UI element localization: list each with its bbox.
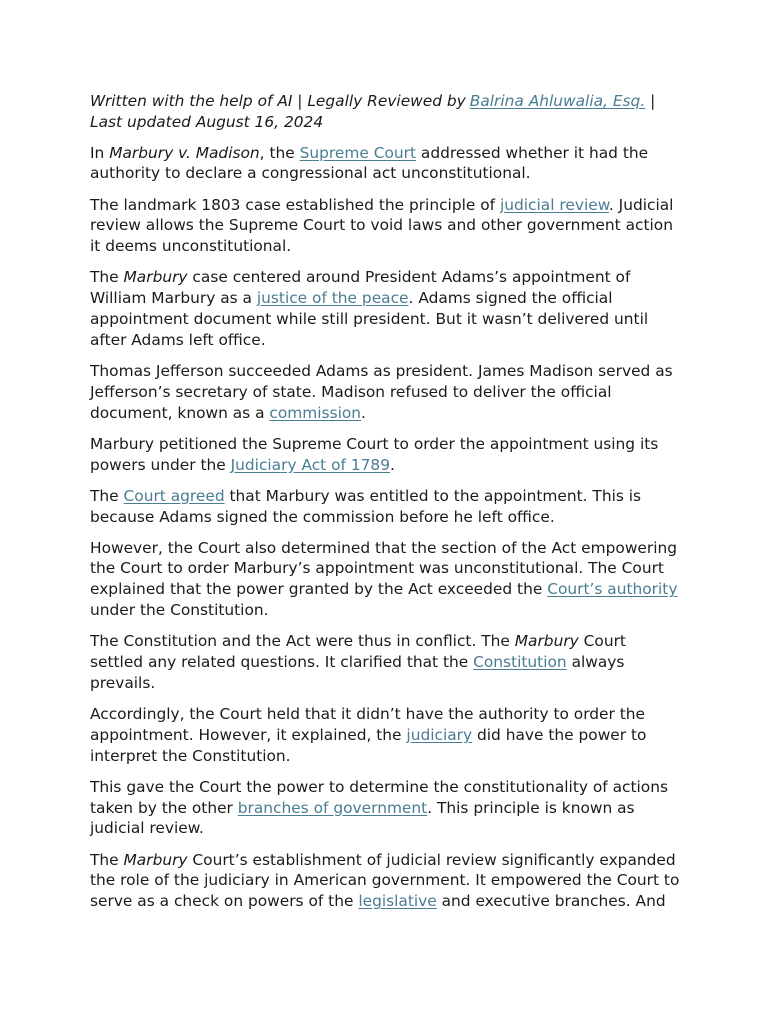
paragraph-11 bbox=[90, 850, 682, 912]
case-name: Marbury bbox=[514, 632, 579, 651]
text: that Marbury was entitled to the appointment. This is because Adams signed the commission before he left office. bbox=[90, 486, 642, 526]
judiciary-act-link[interactable]: Judiciary Act of 1789 bbox=[230, 455, 390, 474]
constitution-link[interactable]: Constitution bbox=[473, 653, 567, 672]
paragraph-3 bbox=[90, 267, 682, 350]
text: The landmark 1803 case established the principle of bbox=[90, 195, 500, 214]
paragraph-5 bbox=[90, 434, 682, 476]
text: The bbox=[90, 850, 124, 869]
last-updated: Last updated August 16, 2024 bbox=[90, 112, 324, 131]
text: In bbox=[90, 143, 110, 162]
text: Court’s establishment of judicial review significantly expanded the role of the judiciary in American government. It empowered the Court to serve as a check on powers of the bbox=[90, 850, 680, 911]
byline-prefix: Written with the help of AI | Legally Reviewed by bbox=[90, 92, 466, 110]
text: . Judicial review allows the Supreme Court to void laws and other government action it deems unconstitutional. bbox=[90, 195, 674, 256]
commission-link[interactable]: commission bbox=[269, 403, 362, 422]
text: . bbox=[390, 455, 395, 474]
paragraph-9 bbox=[90, 704, 682, 766]
text: This gave the Court the power to determine the constitutionality of actions taken by the other bbox=[90, 777, 668, 817]
text: did have the power to interpret the Constitution. bbox=[90, 725, 647, 765]
text: The bbox=[90, 486, 124, 505]
reviewer-link[interactable]: Balrina Ahluwalia, Esq. bbox=[469, 92, 646, 110]
paragraph-8 bbox=[90, 631, 682, 693]
paragraph-6 bbox=[90, 486, 682, 528]
text: Accordingly, the Court held that it didn’t have the authority to order the appointment. However, it explained, the bbox=[90, 705, 645, 744]
text: The Constitution and the Act were thus in conflict. The bbox=[90, 632, 515, 651]
justice-of-the-peace-link[interactable]: justice of the peace bbox=[256, 289, 409, 308]
text: addressed whether it had the authority to declare a congressional act unconstitutional. bbox=[90, 143, 649, 183]
paragraph-1 bbox=[90, 143, 682, 185]
judicial-review-link[interactable]: judicial review bbox=[499, 195, 609, 214]
text: . bbox=[361, 403, 366, 422]
paragraph-2 bbox=[90, 195, 682, 257]
text: The bbox=[90, 268, 124, 287]
text: always prevails. bbox=[90, 653, 625, 692]
byline-separator: | bbox=[650, 92, 656, 110]
case-name: Marbury bbox=[123, 850, 188, 869]
courts-authority-link[interactable]: Court’s authority bbox=[547, 580, 678, 599]
supreme-court-link[interactable]: Supreme Court bbox=[299, 143, 416, 162]
text: . Adams signed the official appointment document while still president. But it wasn’t delivered until after Adams left office. bbox=[90, 289, 649, 349]
branches-of-government-link[interactable]: branches of government bbox=[237, 798, 428, 817]
court-agreed-link[interactable]: Court agreed bbox=[123, 486, 225, 505]
legislative-link[interactable]: legislative bbox=[358, 892, 437, 911]
paragraph-10 bbox=[90, 777, 682, 839]
case-name: Marbury v. Madison bbox=[109, 143, 260, 162]
paragraph-4 bbox=[90, 361, 682, 423]
article-body bbox=[90, 91, 682, 922]
text: and executive branches. And bbox=[436, 892, 666, 911]
case-name: Marbury bbox=[123, 268, 188, 287]
text: under the Constitution. bbox=[90, 601, 269, 620]
text: However, the Court also determined that the section of the Act empowering the Court to order Marbury’s appointment was unconstitutional. The Court explained that the power granted by the Act exceeded the bbox=[90, 538, 678, 599]
text: Marbury petitioned the Supreme Court to order the appointment using its powers under the bbox=[90, 434, 659, 474]
text: . This principle is known as judicial review. bbox=[90, 798, 635, 838]
text: Court settled any related questions. It clarified that the bbox=[90, 632, 626, 672]
paragraph-7 bbox=[90, 538, 682, 621]
text: Thomas Jefferson succeeded Adams as president. James Madison served as Jefferson’s secretary of state. Madison refused to deliver the official document, known as a bbox=[90, 361, 673, 422]
byline bbox=[90, 91, 682, 133]
text: , the bbox=[259, 143, 300, 162]
text: case centered around President Adams’s appointment of William Marbury as a bbox=[90, 268, 631, 308]
judiciary-link[interactable]: judiciary bbox=[406, 725, 473, 744]
